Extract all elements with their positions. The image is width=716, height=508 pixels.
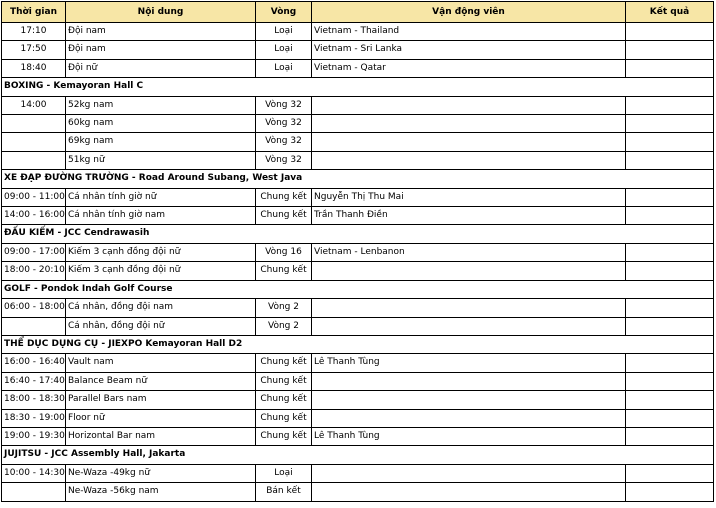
- cell-athletes: [312, 409, 626, 427]
- cell-result: [626, 96, 714, 114]
- header-round: Vòng: [256, 2, 312, 23]
- section-header-row: [2, 280, 714, 298]
- cell-result: [626, 427, 714, 445]
- section-title: THỂ DỤC DỤNG CỤ - JIEXPO Kemayoran Hall D2: [2, 335, 714, 353]
- cell-content: 60kg nam: [66, 115, 256, 133]
- cell-content: 69kg nam: [66, 133, 256, 151]
- cell-result: [626, 391, 714, 409]
- cell-round: Vòng 32: [256, 115, 312, 133]
- cell-result: [626, 151, 714, 169]
- cell-athletes: [312, 151, 626, 169]
- cell-round: Chung kết: [256, 354, 312, 372]
- cell-round: Chung kết: [256, 391, 312, 409]
- cell-round: Chung kết: [256, 372, 312, 390]
- cell-athletes: [312, 372, 626, 390]
- cell-time: 06:00 - 18:00: [2, 299, 66, 317]
- table-row: [2, 483, 714, 501]
- cell-time: [2, 115, 66, 133]
- table-row: [2, 464, 714, 482]
- cell-round: Loại: [256, 41, 312, 59]
- cell-content: Kiếm 3 cạnh đồng đội nữ: [66, 262, 256, 280]
- table-row: [2, 354, 714, 372]
- cell-time: 17:10: [2, 23, 66, 41]
- cell-athletes: Nguyễn Thị Thu Mai: [312, 188, 626, 206]
- section-title: XE ĐẠP ĐƯỜNG TRƯỜNG - Road Around Subang, West Java: [2, 170, 714, 188]
- cell-content: 52kg nam: [66, 96, 256, 114]
- cell-result: [626, 133, 714, 151]
- cell-time: [2, 483, 66, 501]
- cell-athletes: Vietnam - Sri Lanka: [312, 41, 626, 59]
- cell-content: Đội nam: [66, 23, 256, 41]
- cell-content: Cá nhân tính giờ nam: [66, 207, 256, 225]
- cell-athletes: [312, 464, 626, 482]
- cell-time: 09:00 - 11:00: [2, 188, 66, 206]
- header-result: Kết quả: [626, 2, 714, 23]
- cell-athletes: [312, 115, 626, 133]
- cell-time: 14:00: [2, 96, 66, 114]
- table-row: [2, 317, 714, 335]
- cell-result: [626, 23, 714, 41]
- cell-athletes: [312, 317, 626, 335]
- cell-result: [626, 372, 714, 390]
- cell-content: 51kg nữ: [66, 151, 256, 169]
- cell-time: 19:00 - 19:30: [2, 427, 66, 445]
- cell-time: 16:00 - 16:40: [2, 354, 66, 372]
- cell-time: 14:00 - 16:00: [2, 207, 66, 225]
- cell-round: Loại: [256, 59, 312, 77]
- cell-round: Vòng 32: [256, 96, 312, 114]
- cell-time: [2, 133, 66, 151]
- cell-result: [626, 409, 714, 427]
- cell-athletes: [312, 483, 626, 501]
- table-row: [2, 372, 714, 390]
- cell-round: Loại: [256, 23, 312, 41]
- header-content: Nội dung: [66, 2, 256, 23]
- cell-content: Vault nam: [66, 354, 256, 372]
- cell-content: Đội nam: [66, 41, 256, 59]
- cell-content: Horizontal Bar nam: [66, 427, 256, 445]
- table-row: [2, 409, 714, 427]
- header-athletes: Vận động viên: [312, 2, 626, 23]
- section-title: JUJITSU - JCC Assembly Hall, Jakarta: [2, 446, 714, 464]
- cell-time: [2, 317, 66, 335]
- cell-athletes: Vietnam - Thailand: [312, 23, 626, 41]
- cell-round: Vòng 32: [256, 133, 312, 151]
- cell-athletes: Trần Thanh Điền: [312, 207, 626, 225]
- cell-athletes: [312, 96, 626, 114]
- cell-result: [626, 41, 714, 59]
- table-row: [2, 133, 714, 151]
- cell-result: [626, 483, 714, 501]
- cell-content: Ne-Waza -56kg nam: [66, 483, 256, 501]
- table-row: [2, 262, 714, 280]
- cell-round: Vòng 16: [256, 243, 312, 261]
- cell-content: Cá nhân, đồng đội nam: [66, 299, 256, 317]
- table-row: [2, 243, 714, 261]
- section-header-row: [2, 170, 714, 188]
- cell-athletes: Lê Thanh Tùng: [312, 427, 626, 445]
- cell-result: [626, 115, 714, 133]
- schedule-table: [1, 1, 714, 502]
- table-row: [2, 23, 714, 41]
- schedule-body: [2, 23, 714, 502]
- table-row: [2, 59, 714, 77]
- cell-athletes: [312, 299, 626, 317]
- cell-result: [626, 243, 714, 261]
- cell-athletes: Vietnam - Lenbanon: [312, 243, 626, 261]
- cell-athletes: [312, 262, 626, 280]
- cell-round: Chung kết: [256, 262, 312, 280]
- cell-round: Chung kết: [256, 427, 312, 445]
- cell-content: Ne-Waza -49kg nữ: [66, 464, 256, 482]
- cell-content: Cá nhân, đồng đội nữ: [66, 317, 256, 335]
- cell-result: [626, 59, 714, 77]
- cell-time: 18:30 - 19:00: [2, 409, 66, 427]
- cell-result: [626, 354, 714, 372]
- cell-content: Balance Beam nữ: [66, 372, 256, 390]
- cell-athletes: [312, 391, 626, 409]
- cell-athletes: Lê Thanh Tùng: [312, 354, 626, 372]
- cell-time: [2, 151, 66, 169]
- section-header-row: [2, 225, 714, 243]
- header-time: Thời gian: [2, 2, 66, 23]
- cell-result: [626, 188, 714, 206]
- header-row: [2, 2, 714, 23]
- section-header-row: [2, 335, 714, 353]
- table-row: [2, 41, 714, 59]
- table-row: [2, 115, 714, 133]
- cell-time: 18:00 - 18:30: [2, 391, 66, 409]
- cell-time: 10:00 - 14:30: [2, 464, 66, 482]
- cell-content: Floor nữ: [66, 409, 256, 427]
- cell-result: [626, 207, 714, 225]
- cell-time: 16:40 - 17:40: [2, 372, 66, 390]
- cell-round: Loại: [256, 464, 312, 482]
- section-title: ĐẤU KIẾM - JCC Cendrawasih: [2, 225, 714, 243]
- section-header-row: [2, 78, 714, 96]
- cell-content: Parallel Bars nam: [66, 391, 256, 409]
- cell-result: [626, 299, 714, 317]
- table-row: [2, 188, 714, 206]
- cell-round: Bán kết: [256, 483, 312, 501]
- section-header-row: [2, 446, 714, 464]
- cell-content: Đội nữ: [66, 59, 256, 77]
- table-row: [2, 391, 714, 409]
- cell-round: Vòng 2: [256, 299, 312, 317]
- table-row: [2, 299, 714, 317]
- cell-athletes: Vietnam - Qatar: [312, 59, 626, 77]
- cell-result: [626, 464, 714, 482]
- cell-result: [626, 317, 714, 335]
- cell-time: 17:50: [2, 41, 66, 59]
- section-title: GOLF - Pondok Indah Golf Course: [2, 280, 714, 298]
- cell-round: Chung kết: [256, 409, 312, 427]
- table-row: [2, 207, 714, 225]
- cell-round: Vòng 32: [256, 151, 312, 169]
- cell-result: [626, 262, 714, 280]
- table-row: [2, 96, 714, 114]
- cell-time: 18:40: [2, 59, 66, 77]
- cell-content: Kiếm 3 cạnh đồng đội nữ: [66, 243, 256, 261]
- table-row: [2, 151, 714, 169]
- cell-content: Cá nhân tính giờ nữ: [66, 188, 256, 206]
- table-row: [2, 427, 714, 445]
- cell-time: 09:00 - 17:00: [2, 243, 66, 261]
- cell-time: 18:00 - 20:10: [2, 262, 66, 280]
- section-title: BOXING - Kemayoran Hall C: [2, 78, 714, 96]
- cell-athletes: [312, 133, 626, 151]
- cell-round: Chung kết: [256, 207, 312, 225]
- cell-round: Chung kết: [256, 188, 312, 206]
- cell-round: Vòng 2: [256, 317, 312, 335]
